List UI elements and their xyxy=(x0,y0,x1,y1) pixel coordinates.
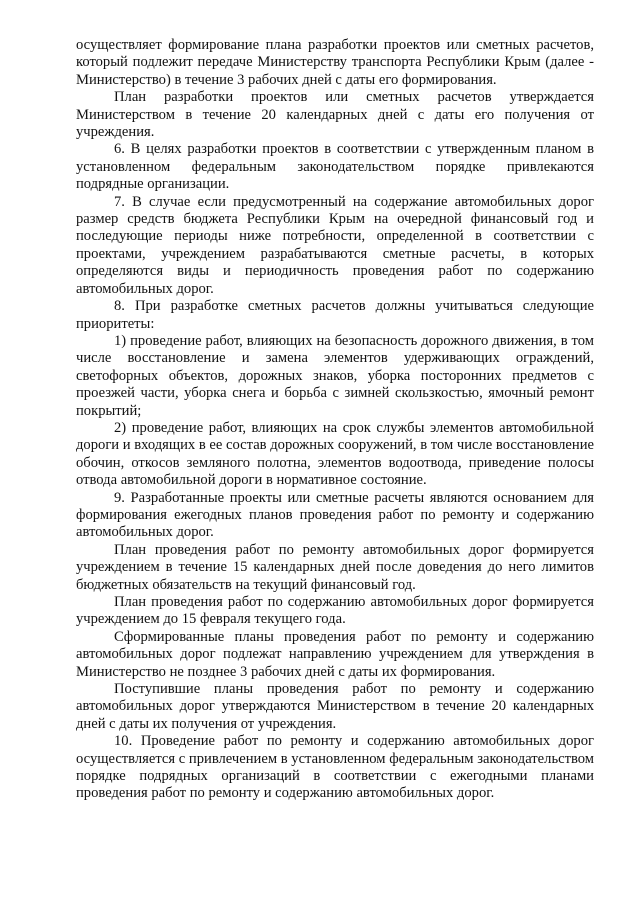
paragraph-priority-2: 2) проведение работ, влияющих на срок службы элементов автомобильной дороги и входящих в ее состав дорожных сооружений, в том числе восстановление обочин, откосов земляного полотна, элементов водоотвода, приведение полосы отвода автомобильной дороги в нормативное состояние. xyxy=(76,419,594,489)
paragraph-maintenance-plan: План проведения работ по содержанию автомобильных дорог формируется учреждением до 15 февраля текущего года. xyxy=(76,594,594,628)
paragraph-plans-submission: Сформированные планы проведения работ по ремонту и содержанию автомобильных дорог подлежат направлению учреждением для утверждения в Министерство не позднее 3 рабочих дней с даты их формирования. xyxy=(76,628,594,680)
paragraph-item-6: 6. В целях разработки проектов в соответствии с утвержденным планом в установленном федеральным законодательством порядке привлекаются подрядные организации. xyxy=(76,141,594,193)
paragraph-item-9: 9. Разработанные проекты или сметные расчеты являются основанием для формирования ежегодных планов проведения работ по ремонту и содержанию автомобильных дорог. xyxy=(76,489,594,541)
paragraph-priority-1: 1) проведение работ, влияющих на безопасность дорожного движения, в том числе восстановление и замена элементов удерживающих ограждений, светофорных объектов, дорожных знаков, уборка посторонних предметов с проезжей части, уборка снега и борьба с зимней скользкостью, ямочный ремонт покрытий; xyxy=(76,332,594,419)
paragraph-plan-approval: План разработки проектов или сметных расчетов утверждается Министерством в течение 20 календарных дней с даты его получения от учреждения. xyxy=(76,89,594,141)
paragraph-repair-plan: План проведения работ по ремонту автомобильных дорог формируется учреждением в течение 15 календарных дней после доведения до него лимитов бюджетных обязательств на текущий финансовый год. xyxy=(76,541,594,593)
paragraph-item-10: 10. Проведение работ по ремонту и содержанию автомобильных дорог осуществляется с привлечением в установленном федеральным законодательством порядке подрядных организаций в соответствии с ежегодными планами проведения работ по ремонту и содержанию автомобильных дорог. xyxy=(76,733,594,802)
paragraph-continuation: осуществляет формирование плана разработки проектов или сметных расчетов, который подлежит передаче Министерству транспорта Республики Крым (далее - Министерство) в течение 3 рабочих дней с даты его формирования. xyxy=(76,37,594,88)
paragraph-item-8: 8. При разработке сметных расчетов должны учитываться следующие приоритеты: xyxy=(76,298,594,332)
paragraph-plans-approval: Поступившие планы проведения работ по ремонту и содержанию автомобильных дорог утверждаются Министерством в течение 20 календарных дней с даты их получения от учреждения. xyxy=(76,681,594,732)
paragraph-item-7: 7. В случае если предусмотренный на содержание автомобильных дорог размер средств бюджета Республики Крым на очередной финансовый год и последующие периоды ниже потребности, определенной в соответствии с проектами, учреждением разрабатываются сметные расчеты, в которых определяются виды и периодичность проведения работ по содержанию автомобильных дорог. xyxy=(76,193,594,297)
